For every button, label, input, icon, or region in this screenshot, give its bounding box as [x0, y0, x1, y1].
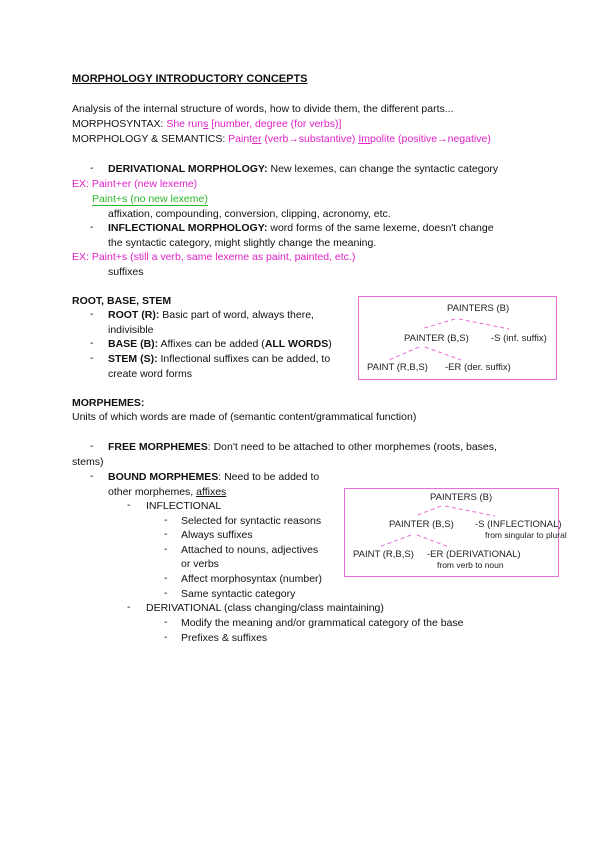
tree-2-bot-left-node: PAINT (R,B,S)	[353, 549, 414, 560]
bullet-dash: -	[90, 221, 94, 233]
morph-sem-ex-c: (verb→substantive)	[261, 133, 359, 145]
affixes-word: affixes	[196, 486, 227, 498]
morph-sem-ex-a: Paint	[228, 133, 253, 145]
bound-morphemes-desc-1: : Need to be added to	[218, 471, 320, 483]
morphosyntax-example: She run	[166, 118, 204, 130]
inflectional-line	[108, 221, 494, 235]
bullet-dash: -	[127, 499, 131, 511]
inflectional-desc-1: word forms of the same lexeme, doesn't change	[267, 222, 494, 234]
bullet-dash: -	[90, 352, 94, 364]
stem-term: STEM (S):	[108, 353, 158, 365]
derivational-example-1: EX: Paint+er (new lexeme)	[72, 178, 198, 190]
root-desc-2: indivisible	[108, 324, 154, 336]
processes-text: affixation, compounding, conversion, clipping, acronomy, etc.	[108, 208, 391, 220]
derivational-desc: New lexemes, can change the syntactic category	[267, 163, 499, 175]
free-morphemes-desc-2: stems)	[72, 456, 104, 468]
intro-text: Analysis of the internal structure of words, how to divide them, the different parts...	[72, 103, 454, 115]
stem-desc-1: Inflectional suffixes can be added, to	[157, 353, 331, 365]
bullet-dash: -	[164, 528, 168, 540]
deriv-item: Modify the meaning and/or grammatical category of the base	[181, 617, 464, 629]
morph-sem-label: MORPHOLOGY & SEMANTICS:	[72, 133, 229, 145]
inflectional-example: EX: Paint+s (still a verb, same lexeme as paint, painted, etc.)	[72, 251, 356, 263]
morphosyntax-label: MORPHOSYNTAX:	[72, 118, 167, 130]
free-morphemes-desc-1: : Don't need to be attached to other morphemes (roots, bases,	[207, 441, 497, 453]
bullet-dash: -	[164, 587, 168, 599]
bullet-dash: -	[90, 470, 94, 482]
free-morphemes-line	[108, 440, 497, 454]
rbs-heading: ROOT, BASE, STEM	[72, 295, 172, 307]
stem-desc-2: create word forms	[108, 368, 193, 380]
inflectional-desc-2: the syntactic category, might slightly change the meaning.	[108, 237, 377, 249]
root-term: ROOT (R):	[108, 309, 160, 321]
tree-2-bot-right-note: from verb to noun	[437, 560, 504, 570]
morph-sem-line	[72, 132, 491, 146]
tree-2-mid-left-node: PAINTER (B,S)	[389, 519, 454, 530]
inflectional-subheading: INFLECTIONAL	[146, 500, 222, 512]
bound-morphemes-line	[108, 470, 319, 484]
suffixes-text: suffixes	[108, 266, 144, 278]
derivational-example-2-text: Paint+s (no new lexeme)	[92, 193, 208, 205]
morphosyntax-suffix: s	[203, 118, 209, 130]
base-desc: Affixes can be added (	[158, 338, 265, 350]
infl-item: Attached to nouns, adjectives	[181, 544, 319, 556]
tree-2-top-node: PAINTERS (B)	[430, 492, 493, 503]
root-desc-1: Basic part of word, always there,	[159, 309, 314, 321]
tree-1-top-node: PAINTERS (B)	[447, 303, 510, 314]
page-title: MORPHOLOGY INTRODUCTORY CONCEPTS	[72, 73, 308, 85]
free-morphemes-term: FREE MORPHEMES	[108, 441, 208, 453]
tree-1-mid-right-node: -S (inf. suffix)	[491, 333, 547, 344]
bullet-dash: -	[164, 514, 168, 526]
bullet-dash: -	[90, 337, 94, 349]
morph-sem-ex-b: er	[252, 133, 262, 145]
bullet-dash: -	[164, 572, 168, 584]
infl-item: Same syntactic category	[181, 588, 296, 600]
infl-item-continuation: or verbs	[181, 558, 219, 570]
bullet-dash: -	[127, 601, 131, 613]
derivational-subheading: DERIVATIONAL (class changing/class maintaining)	[146, 602, 384, 614]
infl-item: Always suffixes	[181, 529, 253, 541]
deriv-item: Prefixes & suffixes	[181, 632, 268, 644]
base-line	[108, 337, 332, 351]
tree-diagram-2	[344, 488, 567, 577]
infl-item: Affect morphosyntax (number)	[181, 573, 323, 585]
tree-diagram-1	[358, 296, 557, 380]
bullet-dash: -	[90, 440, 94, 452]
morphemes-heading: MORPHEMES:	[72, 397, 145, 409]
derivational-line	[108, 162, 498, 176]
derivational-term: DERIVATIONAL MORPHOLOGY:	[108, 163, 268, 175]
tree-2-mid-right-note: from singular to plural	[485, 530, 567, 540]
infl-item: Selected for syntactic reasons	[181, 515, 322, 527]
tree-1-bot-left-node: PAINT (R,B,S)	[367, 362, 428, 373]
base-term: BASE (B):	[108, 338, 159, 350]
bound-morphemes-desc-2a: other morphemes,	[108, 486, 197, 498]
bound-morphemes-term: BOUND MORPHEMES	[108, 471, 219, 483]
stem-line	[108, 352, 330, 366]
derivational-example-2	[92, 192, 208, 206]
bullet-dash: -	[164, 631, 168, 643]
bullet-dash: -	[90, 308, 94, 320]
base-all-words: ALL WORDS	[264, 338, 329, 350]
base-end: )	[328, 338, 332, 350]
inflectional-term: INFLECTIONAL MORPHOLOGY:	[108, 222, 268, 234]
morphosyntax-note: [number, degree (for verbs)]	[208, 118, 342, 130]
morph-sem-ex-e: polite (positive→negative)	[370, 133, 491, 145]
bullet-dash: -	[90, 162, 94, 174]
root-line	[108, 308, 314, 322]
tree-2-bot-right-node: -ER (DERIVATIONAL)	[427, 549, 521, 560]
morphemes-desc: Units of which words are made of (semantic content/grammatical function)	[72, 411, 417, 423]
tree-2-mid-right-node: -S (INFLECTIONAL)	[475, 519, 562, 530]
tree-1-mid-left-node: PAINTER (B,S)	[404, 333, 469, 344]
morph-sem-ex-d: Im	[358, 133, 370, 145]
bullet-dash: -	[164, 543, 168, 555]
bound-morphemes-desc-2	[108, 485, 226, 499]
tree-1-bot-right-node: -ER (der. suffix)	[445, 362, 511, 373]
bullet-dash: -	[164, 616, 168, 628]
morphosyntax-line	[72, 117, 341, 131]
